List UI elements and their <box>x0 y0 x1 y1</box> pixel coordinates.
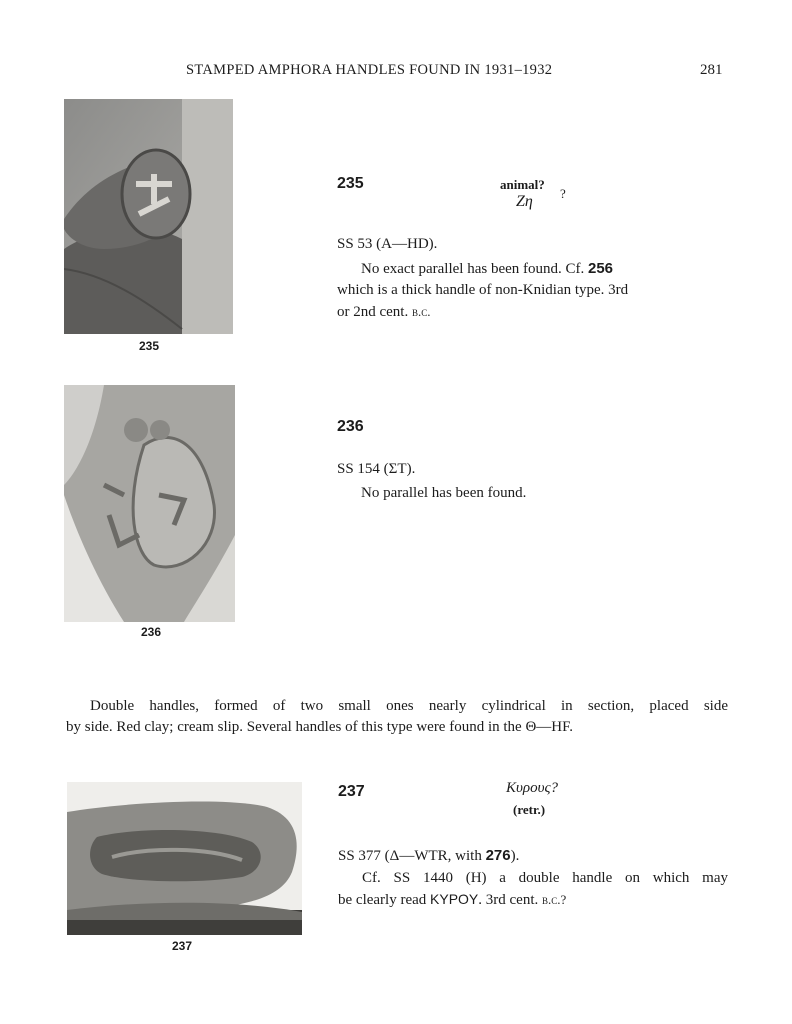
text-237-word: KYPOY <box>430 891 479 907</box>
running-header: STAMPED AMPHORA HANDLES FOUND IN 1931–1932 <box>186 62 553 78</box>
text-237-b: be clearly read <box>338 892 427 908</box>
date-237: b.c.? <box>542 892 567 907</box>
entry-number-235: 235 <box>337 175 364 192</box>
paragraph-line2: by side. Red clay; cream slip. Several handles of this type were found in the Θ—HF. <box>66 719 574 735</box>
reference-236: SS 154 (ΣΤ). <box>337 461 416 477</box>
inscription-235-line2: Ζη <box>516 193 533 210</box>
page-number: 281 <box>700 62 723 78</box>
text-235-b: which is a thick handle of non-Knidian type. 3rd <box>337 282 629 298</box>
photo-236 <box>64 385 235 622</box>
caption-236: 236 <box>141 625 162 639</box>
text-235-c: or 2nd cent. <box>337 304 409 320</box>
text-235-a: No exact parallel has been found. Cf. <box>361 261 585 277</box>
description-237 <box>338 868 728 911</box>
caption-237: 237 <box>172 939 193 953</box>
entry-number-236: 236 <box>337 418 364 435</box>
handles-paragraph <box>66 696 728 738</box>
entry-number-237: 237 <box>338 783 365 800</box>
photo-235 <box>64 99 233 334</box>
description-236: No parallel has been found. <box>361 485 527 501</box>
text-237-c: . 3rd cent. <box>478 892 539 908</box>
inscription-235-side: ? <box>560 186 566 201</box>
cross-ref-276: 276 <box>485 847 511 864</box>
reference-235: SS 53 (Α—HD). <box>337 236 438 252</box>
text-237-a: Cf. SS 1440 (H) a double handle on which may <box>362 870 728 886</box>
reference-237 <box>338 845 519 867</box>
caption-235: 235 <box>139 339 160 353</box>
reference-237-a: SS 377 (Δ—WTR, with <box>338 848 482 864</box>
inscription-235-line1: animal? <box>500 177 545 192</box>
photo-237 <box>67 782 302 935</box>
cross-ref-256: 256 <box>588 260 614 277</box>
reference-237-b: ). <box>510 848 520 864</box>
inscription-237-line1: Κυρους? <box>506 780 559 796</box>
paragraph-line1: Double handles, formed of two small ones nearly cylindrical in section, placed side <box>90 698 728 714</box>
description-235 <box>337 258 727 323</box>
date-235: b.c. <box>411 304 431 319</box>
inscription-237-line2: (retr.) <box>513 802 546 817</box>
